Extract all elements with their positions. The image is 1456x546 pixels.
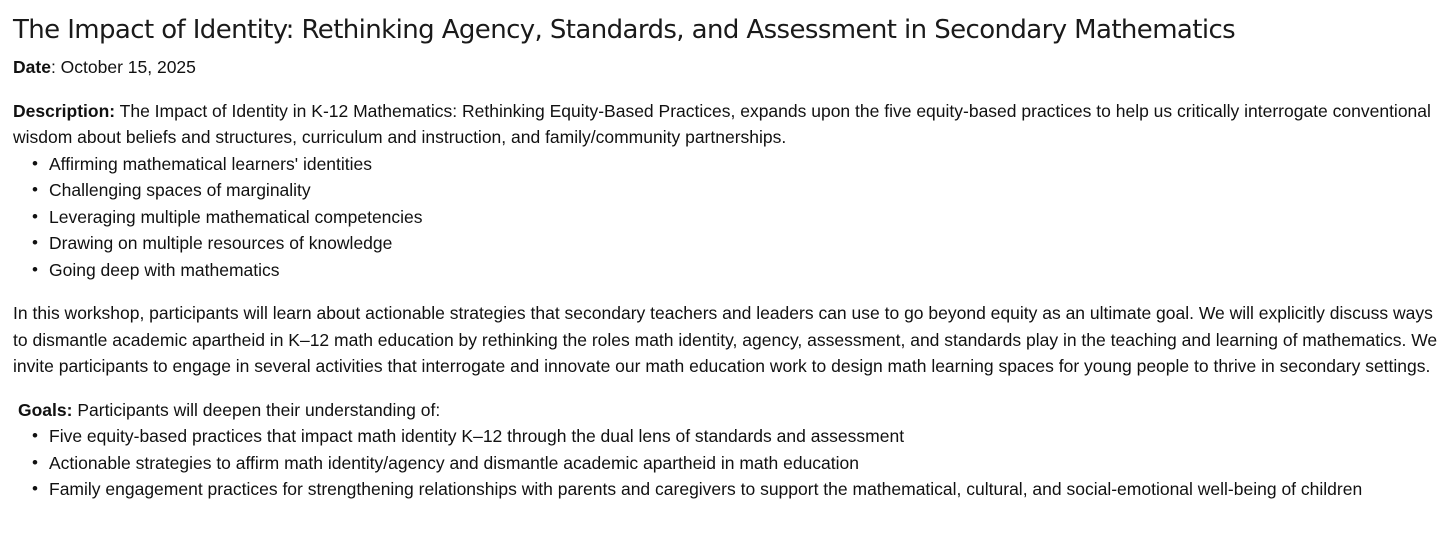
list-item: • Leveraging multiple mathematical competencies	[49, 204, 1443, 231]
goals-paragraph	[13, 397, 1443, 424]
list-item: • Family engagement practices for strengthening relationships with parents and caregivers to support the mathematical, cultural, and social-emotional well-being of children	[49, 476, 1443, 503]
date-line	[13, 54, 1443, 81]
list-item: • Affirming mathematical learners' identities	[49, 151, 1443, 178]
date-label: Date	[13, 57, 51, 77]
date-value: : October 15, 2025	[50, 57, 196, 77]
page-title: The Impact of Identity: Rethinking Agency, Standards, and Assessment in Secondary Mathematics	[13, 15, 1236, 45]
list-item: • Drawing on multiple resources of knowledge	[49, 230, 1443, 257]
list-item: • Challenging spaces of marginality	[49, 177, 1443, 204]
goals-list	[13, 423, 1443, 503]
workshop-paragraph: In this workshop, participants will learn about actionable strategies that secondary teachers and leaders can use to go beyond equity as an ultimate goal. We will explicitly discuss ways to dismantle academic apartheid in K–12 math education by rethinking the roles math identity, agency, assessment, and standards play in the teaching and learning of mathematics. We invite participants to engage in several activities that interrogate and innovate our math education work to design math learning spaces for young people to thrive in secondary settings.	[13, 303, 1438, 376]
description-text: The Impact of Identity in K-12 Mathematics: Rethinking Equity-Based Practices, expands upon the five equity-based practices to help us critically interrogate conventional wisdom about beliefs and structures, curriculum and instruction, and family/community partnerships.	[13, 100, 1431, 147]
list-item: • Five equity-based practices that impact math identity K–12 through the dual lens of standards and assessment	[49, 423, 1443, 450]
description-label: Description:	[13, 100, 116, 121]
goals-label: Goals:	[18, 399, 73, 420]
practices-list	[13, 151, 1443, 284]
description-paragraph	[13, 98, 1443, 151]
list-item: • Actionable strategies to affirm math identity/agency and dismantle academic apartheid in math education	[49, 450, 1443, 477]
list-item: • Going deep with mathematics	[49, 257, 1443, 284]
goals-text: Participants will deepen their understanding of:	[72, 399, 441, 420]
